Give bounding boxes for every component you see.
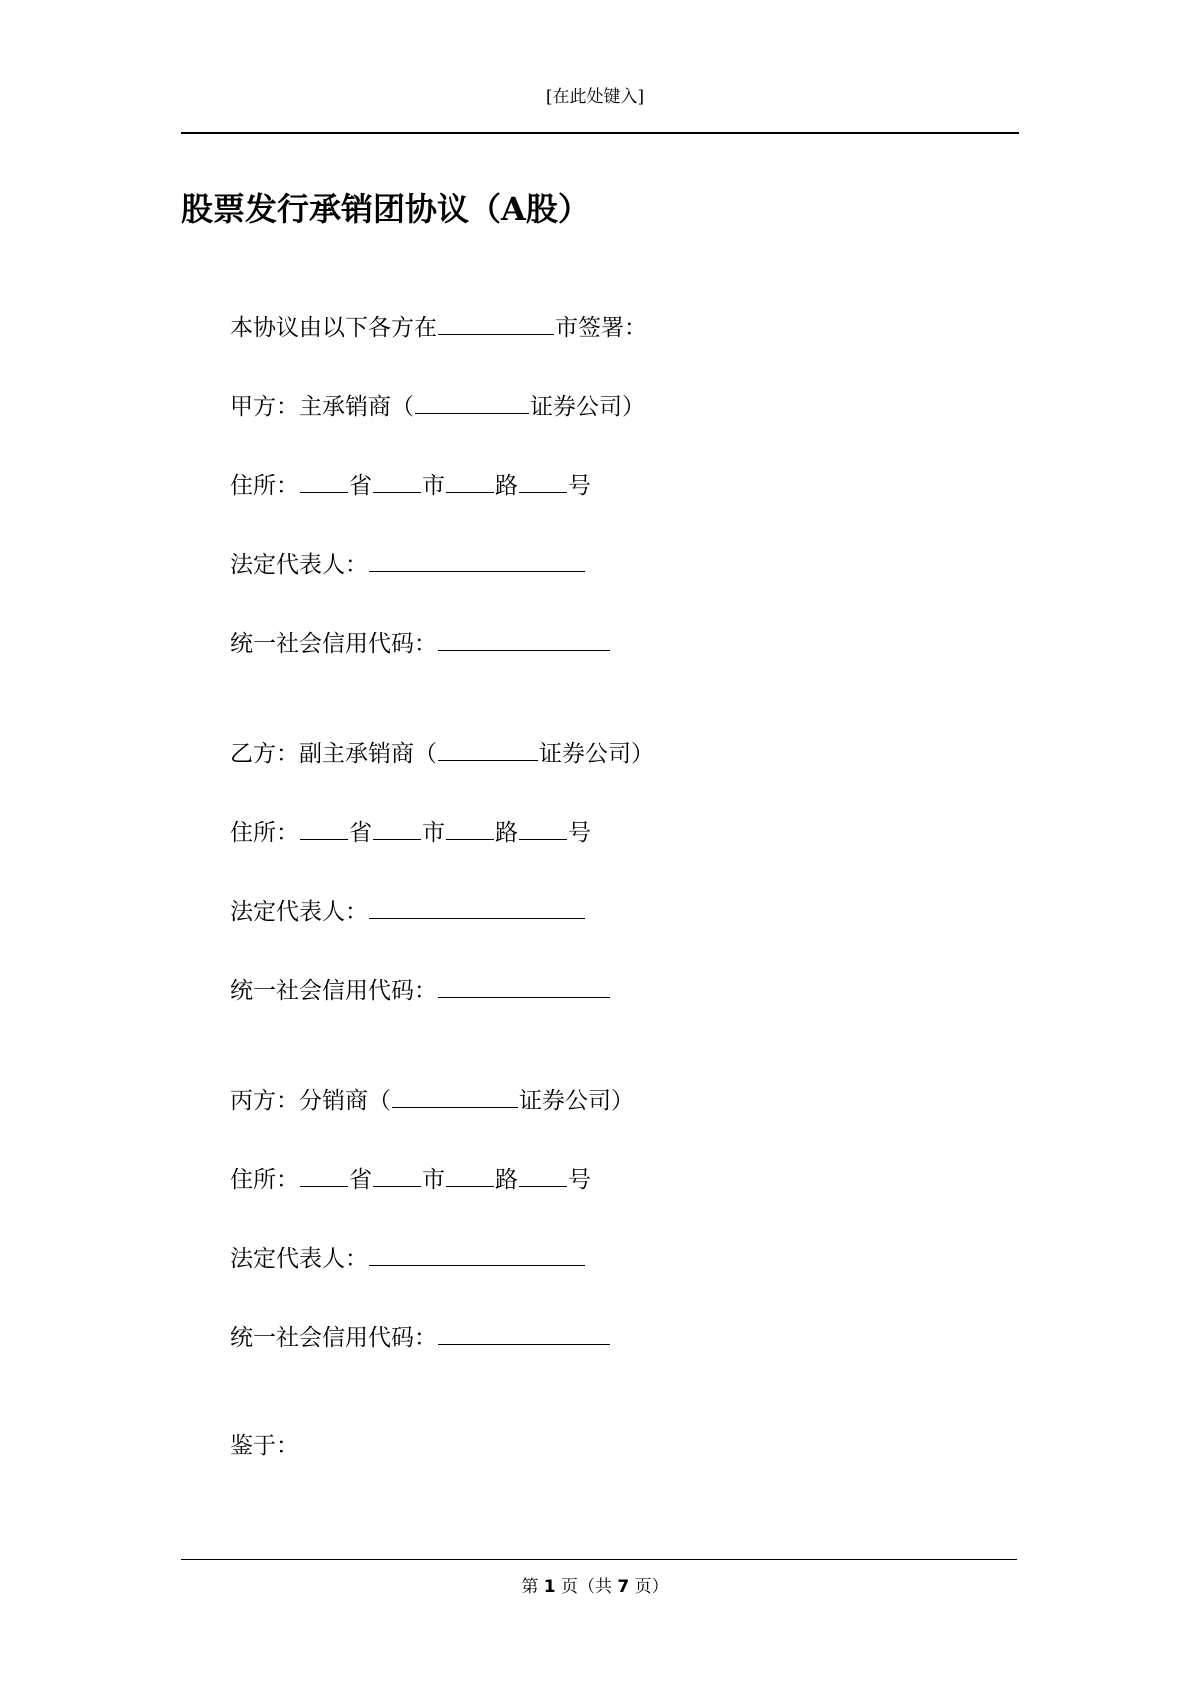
- footer-divider: [181, 1559, 1017, 1560]
- party-c-rep-blank[interactable]: [369, 1241, 585, 1266]
- party-c-suffix: 证券公司）: [519, 1088, 634, 1114]
- party-a-province-blank[interactable]: [300, 468, 348, 493]
- party-c-company-blank[interactable]: [392, 1083, 518, 1108]
- address-label: 住所：: [230, 473, 299, 499]
- party-c-code-line: [230, 1320, 611, 1354]
- party-a-prefix: 甲方：主承销商（: [230, 394, 414, 420]
- party-b-road-blank[interactable]: [446, 815, 494, 840]
- intro-prefix: 本协议由以下各方在: [230, 315, 437, 341]
- city-label: 市: [422, 473, 445, 499]
- footer-page-mid: 页（共: [561, 1577, 612, 1597]
- party-a-address-line: [230, 468, 591, 502]
- party-a-code-blank[interactable]: [438, 626, 610, 651]
- city-label: 市: [422, 820, 445, 846]
- party-a-company-blank[interactable]: [415, 389, 529, 414]
- footer-page-prefix: 第: [521, 1577, 539, 1597]
- address-label: 住所：: [230, 1167, 299, 1193]
- party-a-city-blank[interactable]: [373, 468, 421, 493]
- address-label: 住所：: [230, 820, 299, 846]
- number-label: 号: [568, 1167, 591, 1193]
- party-b-code-blank[interactable]: [438, 973, 610, 998]
- total-page-number: 7: [617, 1577, 630, 1597]
- number-label: 号: [568, 820, 591, 846]
- signing-city-blank[interactable]: [438, 310, 554, 335]
- party-c-number-blank[interactable]: [519, 1162, 567, 1187]
- current-page-number: 1: [543, 1577, 556, 1597]
- party-c-road-blank[interactable]: [446, 1162, 494, 1187]
- party-b-suffix: 证券公司）: [539, 741, 654, 767]
- number-label: 号: [568, 473, 591, 499]
- document-title: 股票发行承销团协议（A股）: [181, 190, 590, 228]
- header-divider: [181, 132, 1019, 134]
- party-c-address-line: [230, 1162, 591, 1196]
- party-b-city-blank[interactable]: [373, 815, 421, 840]
- page-footer: [0, 1576, 1190, 1598]
- code-label: 统一社会信用代码：: [230, 631, 437, 657]
- party-b-rep-blank[interactable]: [369, 894, 585, 919]
- party-c-prefix: 丙方：分销商（: [230, 1088, 391, 1114]
- party-b-province-blank[interactable]: [300, 815, 348, 840]
- page-header: [在此处键入]: [545, 87, 645, 107]
- road-label: 路: [495, 473, 518, 499]
- party-a-suffix: 证券公司）: [530, 394, 645, 420]
- party-a-road-blank[interactable]: [446, 468, 494, 493]
- party-c-rep-line: [230, 1241, 586, 1275]
- party-a-number-blank[interactable]: [519, 468, 567, 493]
- party-c-line: [230, 1083, 634, 1117]
- city-label: 市: [422, 1167, 445, 1193]
- party-b-prefix: 乙方：副主承销商（: [230, 741, 437, 767]
- party-a-line: [230, 389, 645, 423]
- province-label: 省: [349, 1167, 372, 1193]
- code-label: 统一社会信用代码：: [230, 978, 437, 1004]
- party-c-city-blank[interactable]: [373, 1162, 421, 1187]
- party-b-company-blank[interactable]: [438, 736, 538, 761]
- party-a-rep-blank[interactable]: [369, 547, 585, 572]
- party-c-province-blank[interactable]: [300, 1162, 348, 1187]
- party-c-code-blank[interactable]: [438, 1320, 610, 1345]
- province-label: 省: [349, 473, 372, 499]
- road-label: 路: [495, 820, 518, 846]
- road-label: 路: [495, 1167, 518, 1193]
- intro-suffix: 市签署：: [555, 315, 647, 341]
- province-label: 省: [349, 820, 372, 846]
- party-a-code-line: [230, 626, 611, 660]
- party-b-address-line: [230, 815, 591, 849]
- party-b-number-blank[interactable]: [519, 815, 567, 840]
- whereas-line: 鉴于：: [230, 1433, 299, 1459]
- footer-page-suffix: 页）: [634, 1577, 669, 1597]
- rep-label: 法定代表人：: [230, 552, 368, 578]
- rep-label: 法定代表人：: [230, 899, 368, 925]
- party-b-line: [230, 736, 654, 770]
- party-a-rep-line: [230, 547, 586, 581]
- rep-label: 法定代表人：: [230, 1246, 368, 1272]
- code-label: 统一社会信用代码：: [230, 1325, 437, 1351]
- party-b-rep-line: [230, 894, 586, 928]
- intro-line: [230, 310, 647, 344]
- party-b-code-line: [230, 973, 611, 1007]
